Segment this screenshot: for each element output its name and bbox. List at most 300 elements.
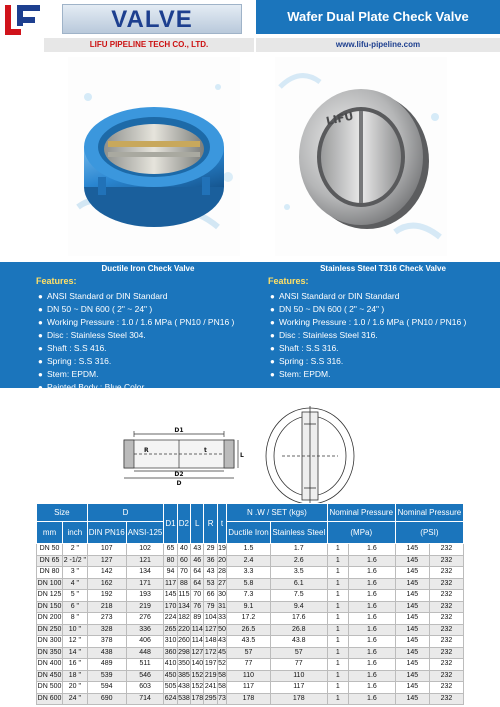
- d-label: D: [176, 480, 182, 486]
- feature-item: [268, 316, 498, 329]
- table-cell: 43: [204, 567, 217, 579]
- table-row: [37, 601, 464, 613]
- stainless-features-label: Features:: [268, 276, 309, 286]
- size-header: Size: [37, 504, 88, 522]
- table-cell: 19: [217, 544, 226, 556]
- table-cell: 5 ": [63, 590, 88, 602]
- table-cell: 57: [227, 647, 271, 659]
- table-cell: 1: [327, 682, 348, 694]
- t-label: t: [204, 447, 207, 454]
- table-cell: 1: [327, 693, 348, 705]
- table-cell: 360: [164, 647, 177, 659]
- feature-text: Shaft : S.S 316.: [279, 343, 339, 353]
- table-cell: 1: [327, 590, 348, 602]
- table-cell: 505: [164, 682, 177, 694]
- table-cell: 1: [327, 659, 348, 671]
- feature-item: [36, 381, 260, 394]
- table-cell: 145: [395, 567, 429, 579]
- table-cell: 232: [429, 613, 463, 625]
- bullet-icon: ●: [270, 357, 275, 366]
- table-cell: 182: [177, 613, 190, 625]
- feature-item: [36, 290, 260, 303]
- table-cell: 24 ": [63, 693, 88, 705]
- table-cell: 145: [395, 601, 429, 613]
- table-cell: 89: [191, 613, 204, 625]
- d2-header: D2: [177, 504, 190, 544]
- table-cell: 220: [177, 624, 190, 636]
- table-cell: 232: [429, 624, 463, 636]
- table-cell: 197: [204, 659, 217, 671]
- feature-item: [268, 290, 498, 303]
- table-cell: 104: [204, 613, 217, 625]
- table-cell: 79: [204, 601, 217, 613]
- table-cell: 17.2: [227, 613, 271, 625]
- table-cell: 172: [204, 647, 217, 659]
- bullet-icon: ●: [270, 331, 275, 340]
- table-cell: 30: [217, 590, 226, 602]
- table-cell: 406: [126, 636, 164, 648]
- table-cell: 178: [270, 693, 327, 705]
- t-header: t: [217, 504, 226, 544]
- table-cell: 1.7: [270, 544, 327, 556]
- table-cell: DN 300: [37, 636, 63, 648]
- bullet-icon: ●: [38, 357, 43, 366]
- table-cell: 232: [429, 578, 463, 590]
- feature-item: [36, 316, 260, 329]
- bullet-icon: ●: [270, 305, 275, 314]
- table-row: [37, 590, 464, 602]
- table-cell: 1: [327, 544, 348, 556]
- table-cell: 145: [395, 544, 429, 556]
- table-cell: 7.5: [270, 590, 327, 602]
- table-cell: 140: [191, 659, 204, 671]
- table-cell: 162: [87, 578, 126, 590]
- r-label: R: [144, 447, 149, 454]
- table-cell: 489: [87, 659, 126, 671]
- table-cell: 134: [177, 601, 190, 613]
- table-row: [37, 670, 464, 682]
- table-cell: DN 65: [37, 555, 63, 567]
- table-cell: 241: [204, 682, 217, 694]
- ductile-features-title: Ductile Iron Check Valve: [101, 264, 195, 273]
- table-cell: 178: [191, 693, 204, 705]
- table-cell: 1.6: [349, 578, 396, 590]
- table-cell: 624: [164, 693, 177, 705]
- table-cell: 1: [327, 578, 348, 590]
- table-cell: 43.8: [270, 636, 327, 648]
- weight-header: N .W / SET (kgs): [227, 504, 328, 522]
- table-cell: 232: [429, 567, 463, 579]
- table-cell: 102: [126, 544, 164, 556]
- d2-label: D2: [174, 471, 184, 478]
- table-cell: 64: [191, 578, 204, 590]
- table-cell: 1.6: [349, 601, 396, 613]
- bullet-icon: ●: [270, 370, 275, 379]
- bullet-icon: ●: [38, 331, 43, 340]
- l-header: L: [191, 504, 204, 544]
- table-cell: 232: [429, 636, 463, 648]
- table-cell: 110: [227, 670, 271, 682]
- feature-text: Spring : S.S 316.: [47, 356, 112, 366]
- table-cell: DN 80: [37, 567, 63, 579]
- ductile-features-label: Features:: [36, 276, 77, 286]
- table-cell: 145: [395, 659, 429, 671]
- table-cell: 52: [217, 659, 226, 671]
- table-row: [37, 544, 464, 556]
- bullet-icon: ●: [38, 292, 43, 301]
- table-cell: 148: [204, 636, 217, 648]
- feature-text: Stem: EPDM.: [47, 369, 99, 379]
- table-cell: 145: [395, 693, 429, 705]
- table-cell: 65: [164, 544, 177, 556]
- table-cell: 7.3: [227, 590, 271, 602]
- feature-item: [268, 368, 498, 381]
- feature-item: [268, 303, 498, 316]
- d-header: D: [87, 504, 164, 522]
- ductile-valve-image: [68, 57, 240, 256]
- spec-table: [36, 503, 464, 705]
- table-cell: 58: [217, 670, 226, 682]
- table-row: [37, 636, 464, 648]
- stainless-features-title: Stainless Steel T316 Check Valve: [320, 264, 446, 273]
- table-cell: 546: [126, 670, 164, 682]
- table-row: [37, 659, 464, 671]
- bullet-icon: ●: [270, 344, 275, 353]
- psi-header: (PSI): [395, 522, 463, 544]
- table-cell: 232: [429, 670, 463, 682]
- table-cell: 1: [327, 613, 348, 625]
- table-cell: 10 ": [63, 624, 88, 636]
- table-cell: 73: [217, 693, 226, 705]
- table-cell: 232: [429, 647, 463, 659]
- table-cell: DN 250: [37, 624, 63, 636]
- table-cell: 26.5: [227, 624, 271, 636]
- table-cell: DN 100: [37, 578, 63, 590]
- table-cell: 273: [87, 613, 126, 625]
- feature-item: [268, 342, 498, 355]
- r-header: R: [204, 504, 217, 544]
- table-cell: 145: [395, 555, 429, 567]
- feature-item: [268, 329, 498, 342]
- table-cell: 88: [177, 578, 190, 590]
- table-cell: 12 ": [63, 636, 88, 648]
- table-cell: 232: [429, 544, 463, 556]
- table-cell: DN 150: [37, 601, 63, 613]
- table-cell: 64: [191, 567, 204, 579]
- table-cell: 70: [191, 590, 204, 602]
- table-cell: 27: [217, 578, 226, 590]
- table-cell: 219: [204, 670, 217, 682]
- ductile-features-section: [36, 262, 260, 394]
- table-cell: 145: [395, 647, 429, 659]
- table-cell: 8 ": [63, 613, 88, 625]
- feature-text: DN 50 ~ DN 600 ( 2" ~ 24" ): [47, 304, 153, 314]
- table-cell: 26.8: [270, 624, 327, 636]
- table-cell: 66: [204, 590, 217, 602]
- table-cell: 1.6: [349, 590, 396, 602]
- table-cell: 1.6: [349, 624, 396, 636]
- table-cell: 94: [164, 567, 177, 579]
- table-cell: 2 -1/2 ": [63, 555, 88, 567]
- table-cell: 115: [177, 590, 190, 602]
- table-cell: 410: [164, 659, 177, 671]
- table-cell: 58: [217, 682, 226, 694]
- table-cell: 110: [270, 670, 327, 682]
- table-cell: 438: [87, 647, 126, 659]
- table-cell: 114: [191, 636, 204, 648]
- table-cell: 57: [270, 647, 327, 659]
- feature-item: [36, 342, 260, 355]
- table-cell: 192: [87, 590, 126, 602]
- table-cell: 232: [429, 693, 463, 705]
- table-row: [37, 567, 464, 579]
- table-cell: 218: [87, 601, 126, 613]
- table-cell: 18 ": [63, 670, 88, 682]
- table-row: [37, 613, 464, 625]
- table-cell: 145: [395, 682, 429, 694]
- table-cell: 1.5: [227, 544, 271, 556]
- table-cell: DN 50: [37, 544, 63, 556]
- page-header: [0, 0, 500, 56]
- table-cell: 594: [87, 682, 126, 694]
- d1-header: D1: [164, 504, 177, 544]
- table-cell: 232: [429, 601, 463, 613]
- casting-lifu-text: LIFU: [324, 109, 355, 128]
- table-cell: 40: [177, 544, 190, 556]
- table-cell: 298: [177, 647, 190, 659]
- table-cell: 145: [164, 590, 177, 602]
- feature-text: Spring : S.S 316.: [279, 356, 344, 366]
- l-label: L: [240, 452, 244, 459]
- table-cell: 5.8: [227, 578, 271, 590]
- bullet-icon: ●: [38, 383, 43, 392]
- table-cell: 328: [87, 624, 126, 636]
- table-cell: 6 ": [63, 601, 88, 613]
- table-cell: 80: [164, 555, 177, 567]
- table-cell: 232: [429, 682, 463, 694]
- table-cell: 3.3: [227, 567, 271, 579]
- table-cell: DN 400: [37, 659, 63, 671]
- bullet-icon: ●: [270, 318, 275, 327]
- table-cell: 1: [327, 647, 348, 659]
- table-cell: 690: [87, 693, 126, 705]
- table-cell: 76: [191, 601, 204, 613]
- table-cell: 36: [204, 555, 217, 567]
- table-cell: 145: [395, 670, 429, 682]
- table-cell: 232: [429, 590, 463, 602]
- feature-text: Disc : Stainless Steel 304.: [47, 330, 146, 340]
- stainless-steel-header: Stainless Steel: [270, 522, 327, 544]
- ductile-iron-header: Ductile Iron: [227, 522, 271, 544]
- nominal-pressure-mpa-header: Nominal Pressure: [327, 504, 395, 522]
- feature-item: [36, 329, 260, 342]
- table-cell: 1: [327, 555, 348, 567]
- table-cell: 276: [126, 613, 164, 625]
- table-cell: 20 ": [63, 682, 88, 694]
- company-name: LIFU PIPELINE TECH CO., LTD.: [44, 38, 254, 52]
- table-cell: 117: [227, 682, 271, 694]
- feature-text: DN 50 ~ DN 600 ( 2" ~ 24" ): [279, 304, 385, 314]
- table-cell: 134: [126, 567, 164, 579]
- table-cell: 1.6: [349, 544, 396, 556]
- table-cell: 378: [87, 636, 126, 648]
- table-cell: 1: [327, 567, 348, 579]
- table-cell: 127: [87, 555, 126, 567]
- table-cell: 127: [191, 647, 204, 659]
- table-cell: 60: [177, 555, 190, 567]
- table-cell: 3 ": [63, 567, 88, 579]
- ductile-feature-list: [36, 290, 260, 394]
- table-cell: 1.6: [349, 647, 396, 659]
- table-cell: 265: [164, 624, 177, 636]
- table-cell: 152: [191, 682, 204, 694]
- feature-item: [36, 355, 260, 368]
- table-row: [37, 624, 464, 636]
- table-cell: DN 500: [37, 682, 63, 694]
- table-cell: 43: [217, 636, 226, 648]
- table-cell: 33: [217, 613, 226, 625]
- table-cell: 50: [217, 624, 226, 636]
- ductile-iron-valve-photo: [68, 57, 240, 256]
- table-cell: 77: [270, 659, 327, 671]
- table-cell: 6.1: [270, 578, 327, 590]
- inch-header: inch: [63, 522, 88, 544]
- table-cell: 385: [177, 670, 190, 682]
- table-row: [37, 682, 464, 694]
- table-cell: 145: [395, 590, 429, 602]
- table-cell: 28: [217, 567, 226, 579]
- stainless-steel-valve-photo: [275, 57, 447, 256]
- table-cell: 53: [204, 578, 217, 590]
- table-cell: 193: [126, 590, 164, 602]
- side-view-drawing: [262, 404, 358, 508]
- table-cell: DN 350: [37, 647, 63, 659]
- stainless-features-section: [268, 262, 498, 381]
- lifu-logo: [2, 2, 42, 38]
- table-cell: 77: [227, 659, 271, 671]
- table-cell: 16 ": [63, 659, 88, 671]
- valve-title: VALVE: [62, 4, 242, 34]
- table-cell: 1.6: [349, 555, 396, 567]
- table-cell: 232: [429, 659, 463, 671]
- table-cell: 117: [270, 682, 327, 694]
- table-cell: 438: [177, 682, 190, 694]
- table-cell: 538: [177, 693, 190, 705]
- table-cell: 1.6: [349, 670, 396, 682]
- table-cell: 224: [164, 613, 177, 625]
- table-cell: 1: [327, 636, 348, 648]
- feature-text: Shaft : S.S 416.: [47, 343, 107, 353]
- table-cell: 70: [177, 567, 190, 579]
- bullet-icon: ●: [270, 292, 275, 301]
- table-cell: 1.6: [349, 567, 396, 579]
- feature-text: ANSI Standard or DIN Standard: [279, 291, 400, 301]
- d1-label: D1: [174, 427, 184, 434]
- table-cell: 43: [191, 544, 204, 556]
- bullet-icon: ●: [38, 305, 43, 314]
- table-cell: 1: [327, 601, 348, 613]
- table-cell: DN 600: [37, 693, 63, 705]
- table-cell: 107: [87, 544, 126, 556]
- table-cell: 1.6: [349, 682, 396, 694]
- table-cell: 511: [126, 659, 164, 671]
- feature-item: [268, 355, 498, 368]
- spec-table-body: [37, 544, 464, 705]
- table-cell: 121: [126, 555, 164, 567]
- table-cell: 450: [164, 670, 177, 682]
- table-cell: 295: [204, 693, 217, 705]
- table-cell: 310: [164, 636, 177, 648]
- table-cell: 145: [395, 578, 429, 590]
- table-cell: DN 125: [37, 590, 63, 602]
- mpa-header: (MPa): [327, 522, 395, 544]
- table-cell: 117: [164, 578, 177, 590]
- table-cell: 232: [429, 555, 463, 567]
- feature-item: [36, 303, 260, 316]
- bullet-icon: ●: [38, 370, 43, 379]
- table-cell: 152: [191, 670, 204, 682]
- table-cell: 2.4: [227, 555, 271, 567]
- table-cell: 170: [164, 601, 177, 613]
- table-cell: DN 200: [37, 613, 63, 625]
- table-row: [37, 693, 464, 705]
- bullet-icon: ●: [38, 344, 43, 353]
- din-pn16-header: DIN PN16: [87, 522, 126, 544]
- table-cell: 603: [126, 682, 164, 694]
- table-cell: 1: [327, 670, 348, 682]
- table-cell: 45: [217, 647, 226, 659]
- table-cell: 145: [395, 613, 429, 625]
- table-cell: 127: [204, 624, 217, 636]
- table-cell: 29: [204, 544, 217, 556]
- table-cell: 1.6: [349, 659, 396, 671]
- nominal-pressure-psi-header: Nominal Pressure: [395, 504, 463, 522]
- table-cell: 145: [395, 636, 429, 648]
- table-cell: 2.6: [270, 555, 327, 567]
- table-cell: 171: [126, 578, 164, 590]
- table-cell: DN 450: [37, 670, 63, 682]
- table-cell: 114: [191, 624, 204, 636]
- table-cell: 145: [395, 624, 429, 636]
- ansi-125-header: ANSI-125: [126, 522, 164, 544]
- table-cell: 142: [87, 567, 126, 579]
- table-cell: 539: [87, 670, 126, 682]
- table-cell: 350: [177, 659, 190, 671]
- table-cell: 178: [227, 693, 271, 705]
- mm-header: mm: [37, 522, 63, 544]
- table-cell: 20: [217, 555, 226, 567]
- feature-text: Disc : Stainless Steel 316.: [279, 330, 378, 340]
- table-row: [37, 555, 464, 567]
- feature-text: Stem: EPDM.: [279, 369, 331, 379]
- table-cell: 4 ": [63, 578, 88, 590]
- product-title: Wafer Dual Plate Check Valve: [256, 0, 500, 34]
- table-cell: 9.1: [227, 601, 271, 613]
- table-cell: 46: [191, 555, 204, 567]
- feature-text: Painted Body : Blue Color.: [47, 382, 147, 392]
- table-cell: 1: [327, 624, 348, 636]
- table-cell: 9.4: [270, 601, 327, 613]
- table-cell: 714: [126, 693, 164, 705]
- feature-text: Working Pressure : 1.0 / 1.6 MPa ( PN10 / PN16 ): [47, 317, 235, 327]
- table-cell: 2 ": [63, 544, 88, 556]
- feature-text: Working Pressure : 1.0 / 1.6 MPa ( PN10 / PN16 ): [279, 317, 467, 327]
- table-row: [37, 647, 464, 659]
- table-cell: 43.5: [227, 636, 271, 648]
- table-cell: 219: [126, 601, 164, 613]
- front-section-drawing: [114, 426, 244, 486]
- table-cell: 260: [177, 636, 190, 648]
